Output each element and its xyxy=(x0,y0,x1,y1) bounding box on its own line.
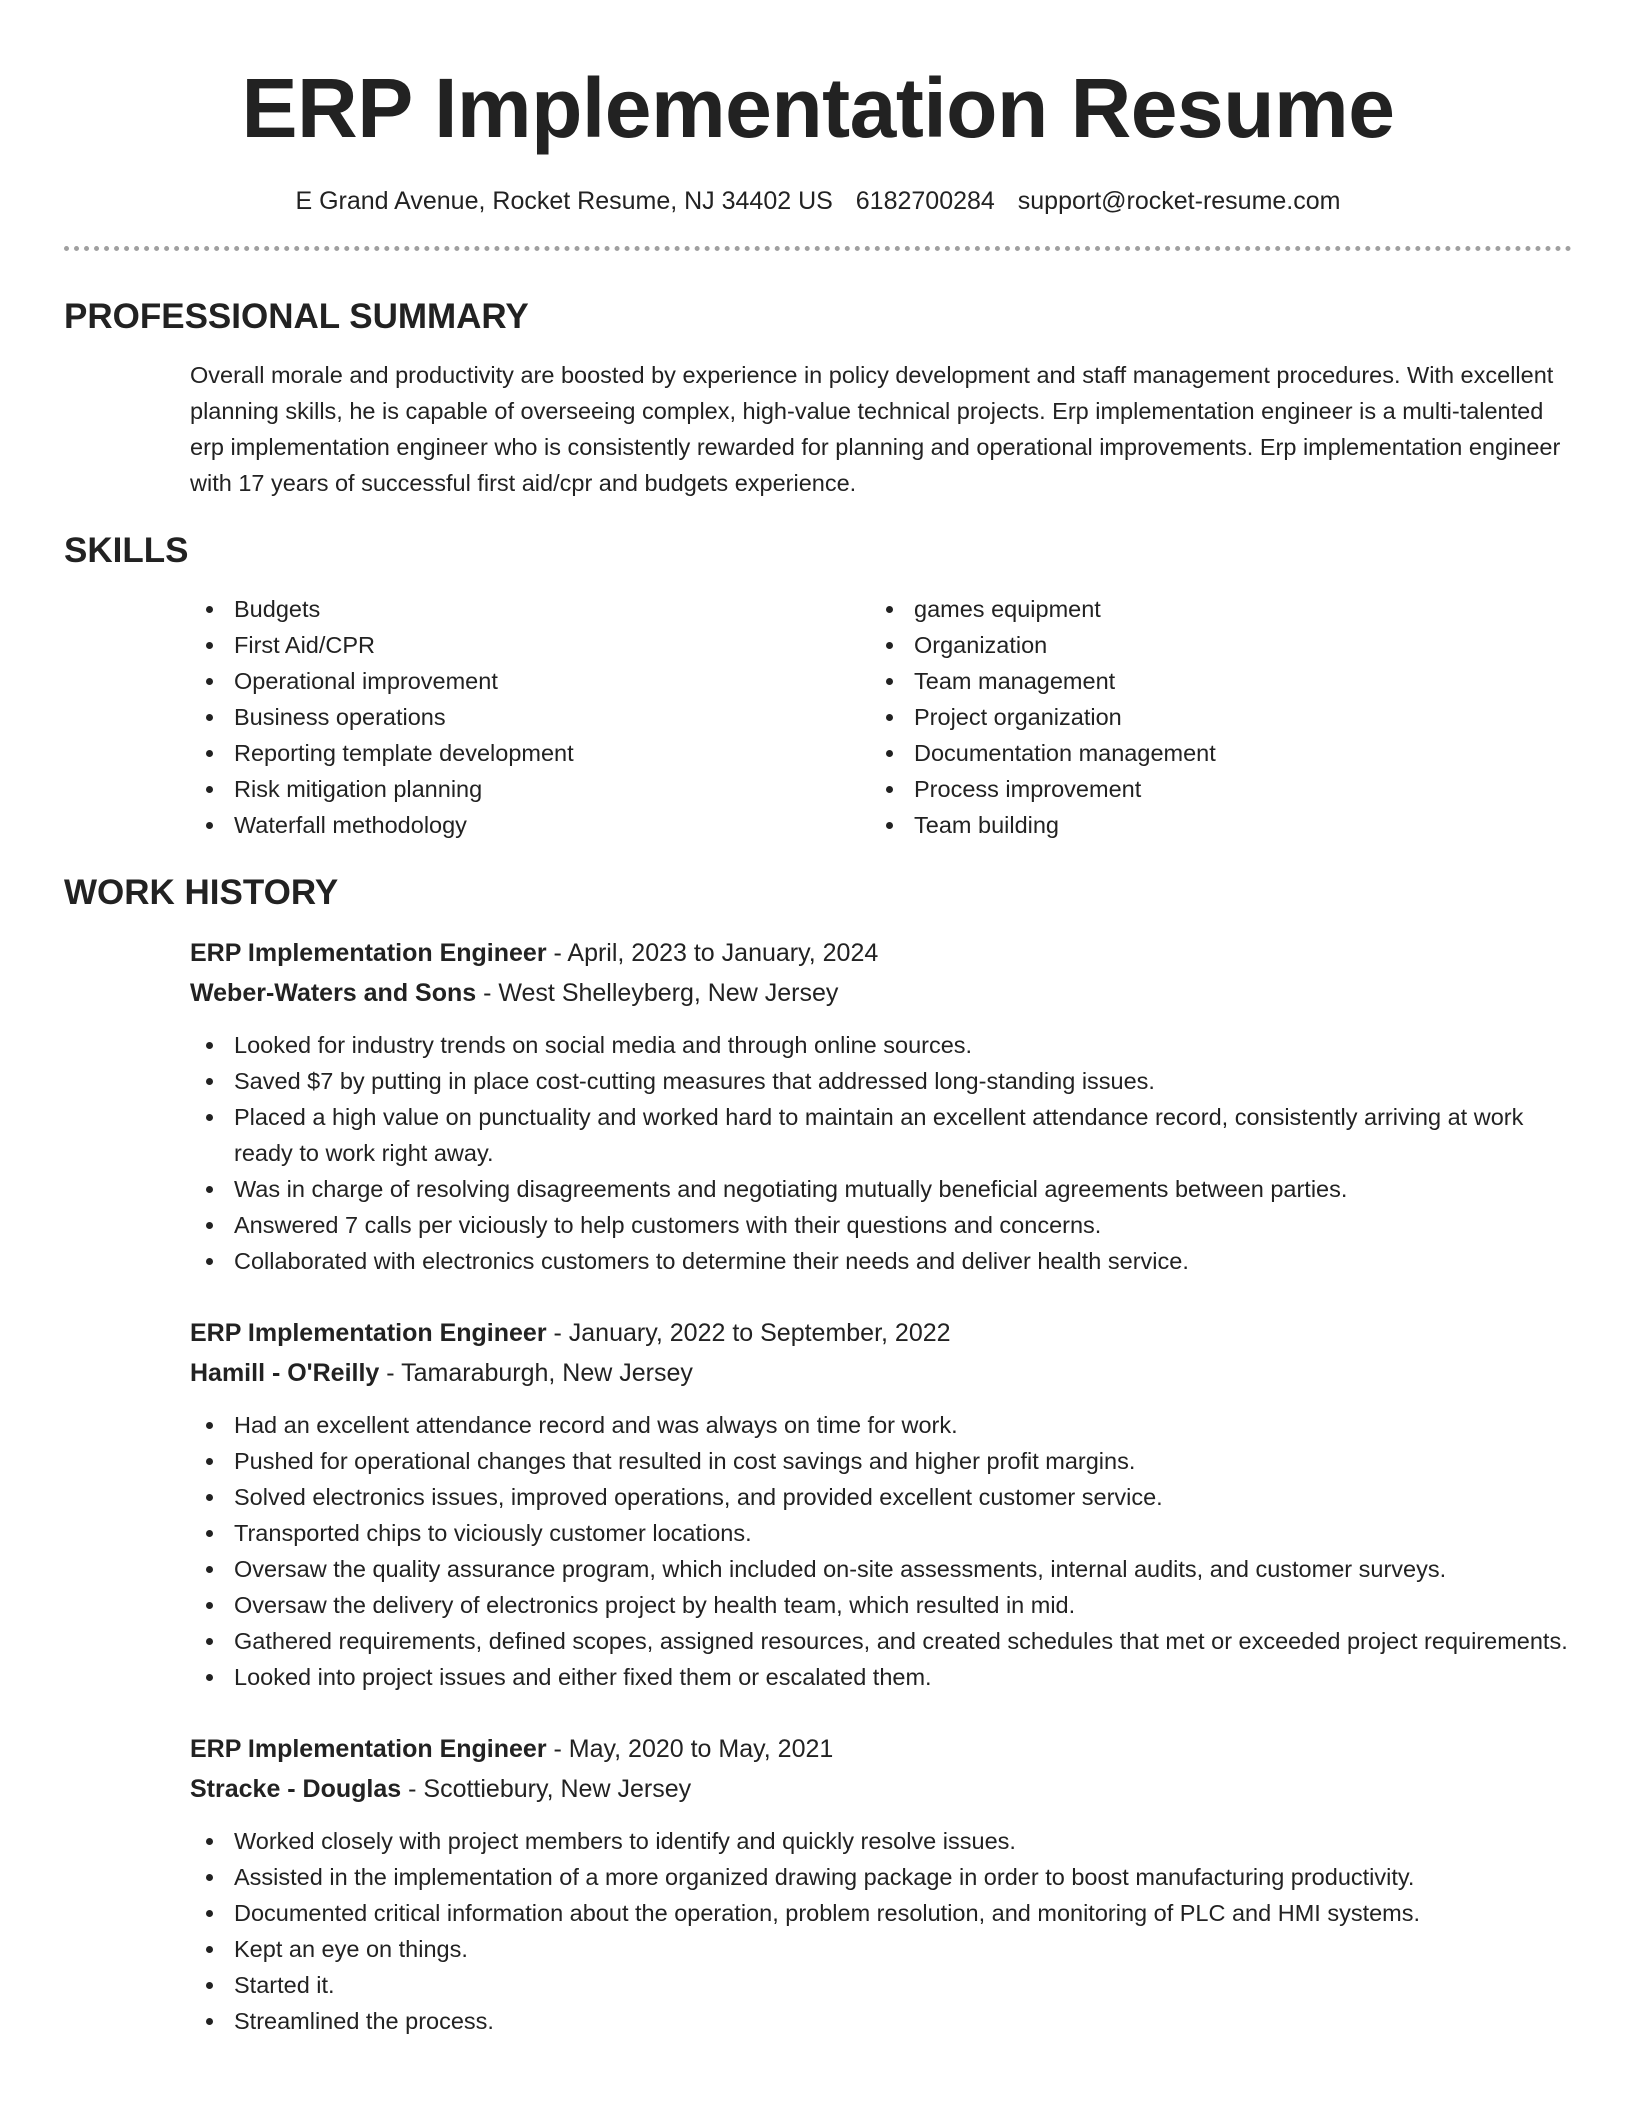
skills-section xyxy=(64,529,1572,843)
skill-item: Organization xyxy=(870,627,1550,663)
job-dates: - April, 2023 to January, 2024 xyxy=(546,939,879,967)
job-location: - West Shelleyberg, New Jersey xyxy=(476,979,839,1007)
job-bullet: Gathered requirements, defined scopes, assigned resources, and created schedules that met or exceeded project requirements. xyxy=(190,1623,1572,1659)
job-bullet: Oversaw the quality assurance program, which included on-site assessments, internal audits, and customer surveys. xyxy=(190,1551,1572,1587)
skill-item: games equipment xyxy=(870,591,1550,627)
skill-item: First Aid/CPR xyxy=(190,627,870,663)
skill-item: Project organization xyxy=(870,699,1550,735)
work-section xyxy=(64,871,1572,2039)
job-company: Hamill - O'Reilly xyxy=(190,1359,380,1387)
header-divider xyxy=(64,246,1572,251)
job-company: Stracke - Douglas xyxy=(190,1775,402,1803)
work-heading: WORK HISTORY xyxy=(64,873,339,912)
job-title: ERP Implementation Engineer xyxy=(190,1735,547,1763)
job-company-line xyxy=(190,1769,1572,1809)
job-bullet: Started it. xyxy=(190,1967,1572,2003)
skill-item: Risk mitigation planning xyxy=(190,771,870,807)
job-bullet: Documented critical information about the operation, problem resolution, and monitoring of PLC and HMI systems. xyxy=(190,1895,1572,1931)
skill-item: Operational improvement xyxy=(190,663,870,699)
job-bullet: Looked into project issues and either fixed them or escalated them. xyxy=(190,1659,1572,1695)
job-bullet: Kept an eye on things. xyxy=(190,1931,1572,1967)
job-bullet: Assisted in the implementation of a more organized drawing package in order to boost manufacturing productivity. xyxy=(190,1859,1572,1895)
job-bullet: Placed a high value on punctuality and worked hard to maintain an excellent attendance record, consistently arriving at work ready to work right away. xyxy=(190,1099,1572,1171)
resume-title: ERP Implementation Resume xyxy=(241,61,1395,155)
job-title: ERP Implementation Engineer xyxy=(190,1319,547,1347)
skills-column-right xyxy=(870,591,1550,843)
job-company: Weber-Waters and Sons xyxy=(190,979,477,1007)
job-entry xyxy=(190,933,1572,1279)
skill-item: Documentation management xyxy=(870,735,1550,771)
job-bullet: Looked for industry trends on social media and through online sources. xyxy=(190,1027,1572,1063)
job-entry xyxy=(190,1313,1572,1695)
skills-heading: SKILLS xyxy=(64,531,189,570)
job-entry xyxy=(190,1729,1572,2039)
job-dates: - May, 2020 to May, 2021 xyxy=(546,1735,834,1763)
skill-item: Team management xyxy=(870,663,1550,699)
summary-heading: PROFESSIONAL SUMMARY xyxy=(64,297,529,336)
contact-phone: 6182700284 xyxy=(855,187,995,215)
skill-item: Reporting template development xyxy=(190,735,870,771)
skills-column-left xyxy=(190,591,870,843)
job-title-line xyxy=(190,1729,1572,1769)
job-bullet: Transported chips to viciously customer locations. xyxy=(190,1515,1572,1551)
job-location: - Scottiebury, New Jersey xyxy=(401,1775,692,1803)
job-bullet: Worked closely with project members to identify and quickly resolve issues. xyxy=(190,1823,1572,1859)
job-location: - Tamaraburgh, New Jersey xyxy=(379,1359,693,1387)
job-bullet: Saved $7 by putting in place cost-cutting measures that addressed long-standing issues. xyxy=(190,1063,1572,1099)
job-company-line xyxy=(190,1353,1572,1393)
job-title-line xyxy=(190,1313,1572,1353)
skill-item: Waterfall methodology xyxy=(190,807,870,843)
skill-item: Business operations xyxy=(190,699,870,735)
skills-grid xyxy=(190,591,1572,843)
job-bullet: Was in charge of resolving disagreements and negotiating mutually beneficial agreements between parties. xyxy=(190,1171,1572,1207)
job-bullets xyxy=(190,1407,1572,1695)
contact-line xyxy=(64,186,1572,216)
summary-text: Overall morale and productivity are boosted by experience in policy development and staff management procedures. With excellent planning skills, he is capable of overseeing complex, high-value technical projects. Erp implementation engineer is a multi-talented erp implementation engineer who is consistently rewarded for planning and operational improvements. Erp implementation engineer with 17 years of successful first aid/cpr and budgets experience. xyxy=(190,362,1561,496)
job-bullet: Oversaw the delivery of electronics project by health team, which resulted in mid. xyxy=(190,1587,1572,1623)
job-bullets xyxy=(190,1027,1572,1279)
job-bullet: Had an excellent attendance record and was always on time for work. xyxy=(190,1407,1572,1443)
contact-email: support@rocket-resume.com xyxy=(1017,187,1341,215)
job-title: ERP Implementation Engineer xyxy=(190,939,547,967)
contact-address: E Grand Avenue, Rocket Resume, NJ 34402 US xyxy=(295,187,833,215)
skill-item: Budgets xyxy=(190,591,870,627)
job-dates: - January, 2022 to September, 2022 xyxy=(546,1319,951,1347)
summary-section xyxy=(64,295,1572,501)
job-company-line xyxy=(190,973,1572,1013)
job-bullet: Streamlined the process. xyxy=(190,2003,1572,2039)
job-bullet: Answered 7 calls per viciously to help customers with their questions and concerns. xyxy=(190,1207,1572,1243)
job-bullet: Pushed for operational changes that resulted in cost savings and higher profit margins. xyxy=(190,1443,1572,1479)
skill-item: Team building xyxy=(870,807,1550,843)
job-title-line xyxy=(190,933,1572,973)
job-bullets xyxy=(190,1823,1572,2039)
job-bullet: Solved electronics issues, improved operations, and provided excellent customer service. xyxy=(190,1479,1572,1515)
job-bullet: Collaborated with electronics customers to determine their needs and deliver health service. xyxy=(190,1243,1572,1279)
skill-item: Process improvement xyxy=(870,771,1550,807)
resume-page xyxy=(64,0,1572,2039)
